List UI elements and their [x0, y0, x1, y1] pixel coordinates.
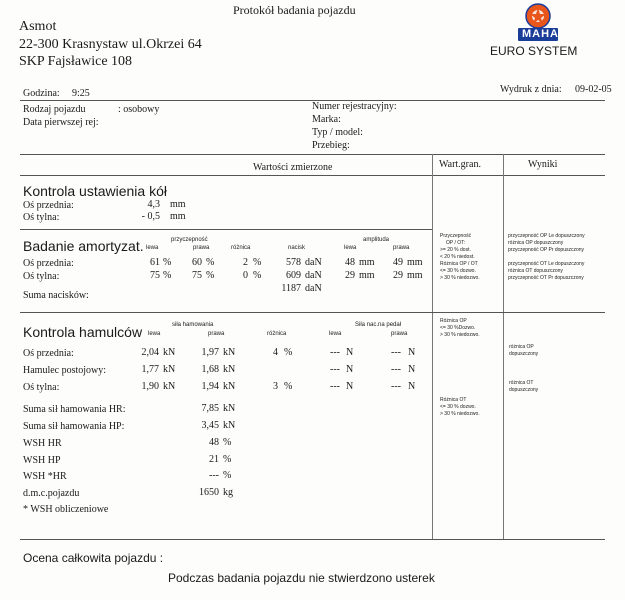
- sum-hr-label: Suma sił hamowania HR:: [23, 404, 126, 415]
- brake-hdr-left2: lewa: [329, 331, 342, 337]
- susp-hdr-pressure: nacisk: [288, 245, 306, 251]
- susp-limits-block: [440, 233, 480, 282]
- susp-sum-unit: daN: [305, 283, 322, 294]
- brake-row-diff: 4: [273, 347, 278, 358]
- vehicle-type-value: : osobowy: [118, 104, 160, 115]
- print-date-value: 09-02-05: [575, 84, 612, 95]
- header-line-top: [20, 154, 605, 155]
- susp-front-diff-unit: %: [253, 257, 262, 268]
- overall-result: Podczas badania pojazdu nie stwierdzono usterek: [168, 571, 435, 585]
- susp-front-right: 60: [192, 257, 202, 268]
- susp-rear-label: Oś tylna:: [23, 271, 60, 282]
- brake-limits-rear: [440, 397, 480, 419]
- alignment-rear-label: Oś tylna:: [23, 212, 60, 223]
- brake-hdr-pedal: Siła nac.na pedał: [355, 322, 402, 328]
- brake-row-pedal-left: ---: [330, 364, 340, 375]
- susp-hdr-right: prawa: [193, 245, 210, 251]
- brake-result-front: [509, 344, 538, 358]
- susp-front-amp-right-unit: mm: [407, 257, 423, 268]
- susp-rear-left: 75: [150, 270, 160, 281]
- brake-row-pedal-right: ---: [391, 364, 401, 375]
- maha-logo: [510, 2, 570, 44]
- susp-rear-right-unit: %: [206, 270, 215, 281]
- susp-rear-amp-right-unit: mm: [407, 270, 423, 281]
- susp-limit-line: >= 20 % dost.: [440, 247, 471, 253]
- vehicle-type-label: Rodzaj pojazdu: [23, 104, 86, 115]
- brake-row-diff-unit: %: [284, 381, 293, 392]
- brake-row-pedal-right: ---: [391, 381, 401, 392]
- brake-row-right: 1,97: [201, 347, 219, 358]
- susp-rear-amp-right: 29: [393, 270, 403, 281]
- susp-result-line: różnica OP dopuszczony: [508, 240, 564, 246]
- susp-result-line: przyczepność OT Le dopuszczony: [508, 261, 585, 267]
- susp-sum-value: 1187: [281, 283, 301, 294]
- brake-row-pedal-left-unit: N: [346, 381, 354, 392]
- alignment-front-unit: mm: [170, 199, 186, 210]
- wsh-hp-unit: %: [223, 454, 232, 465]
- susp-hdr-left2: lewa: [344, 245, 357, 251]
- susp-result-line: przyczepność OT Pr dopuszczony: [508, 275, 584, 281]
- overall-label: Ocena całkowita pojazdu :: [23, 551, 164, 565]
- logo-text: MAHA: [522, 28, 559, 40]
- alignment-title: Kontrola ustawienia kół: [23, 183, 167, 199]
- alignment-front-value: 4,3: [147, 199, 160, 210]
- brake-row-left: 1,77: [141, 364, 159, 375]
- col-separator-2: [503, 154, 504, 539]
- first-registration-label: Data pierwszej rej:: [23, 117, 99, 128]
- susp-hdr-diff: różnica: [231, 245, 251, 251]
- brake-row-left: 1,90: [141, 381, 159, 392]
- brake-row-pedal-left-unit: N: [346, 364, 354, 375]
- registration-number-label: Numer rejestracyjny:: [312, 101, 397, 112]
- brake-limit-line: Różnica OP: [440, 318, 467, 324]
- company-address: 22-300 Krasnystaw ul.Okrzei 64: [19, 37, 202, 52]
- wsh-hr-unit: %: [223, 437, 232, 448]
- brakes-title: Kontrola hamulców: [23, 324, 143, 340]
- brake-row-right-unit: kN: [223, 381, 236, 392]
- susp-rear-right: 75: [192, 270, 202, 281]
- susp-front-pressure-unit: daN: [305, 257, 322, 268]
- divider-suspension: [20, 312, 605, 313]
- brake-row-diff: 3: [273, 381, 278, 392]
- susp-front-left: 61: [150, 257, 160, 268]
- brake-limit-line: Różnica OT: [440, 397, 467, 403]
- company-name: Asmot: [19, 19, 57, 34]
- brake-row-label: Oś tylna:: [23, 382, 60, 393]
- alignment-front-label: Oś przednia:: [23, 200, 74, 211]
- wsh-hr-label: WSH HR: [23, 438, 62, 449]
- wsh-star-unit: %: [223, 470, 232, 481]
- brake-limit-line: <= 30 % dozwo.: [440, 404, 476, 411]
- susp-rear-pressure: 609: [286, 270, 301, 281]
- susp-limit-line: > 30 % niedozwo.: [440, 275, 480, 281]
- brake-limit-line: <= 30 %Dozwo.: [440, 325, 476, 332]
- dmc-label: d.m.c.pojazdu: [23, 488, 80, 499]
- sum-hr-value: 7,85: [201, 403, 219, 414]
- susp-front-amp-left-unit: mm: [359, 257, 375, 268]
- brake-result-line: dopuszczony: [509, 351, 539, 358]
- brake-hdr-diff: różnica: [267, 331, 287, 337]
- susp-rear-diff-unit: %: [253, 270, 262, 281]
- susp-results-block: [508, 233, 585, 282]
- brake-row-left-unit: kN: [163, 347, 176, 358]
- divider-alignment: [20, 229, 432, 230]
- susp-front-diff: 2: [243, 257, 248, 268]
- susp-rear-pressure-unit: daN: [305, 270, 322, 281]
- brake-result-line: różnica OT: [509, 380, 534, 386]
- brake-row-right: 1,68: [201, 364, 219, 375]
- brake-result-rear: [509, 380, 538, 394]
- brake-hdr-force: siła hamowania: [172, 322, 214, 328]
- susp-rear-amp-left: 29: [345, 270, 355, 281]
- brake-row-pedal-left: ---: [330, 347, 340, 358]
- brake-hdr-right: prawa: [208, 331, 225, 337]
- susp-limit-line: OP / OT:: [446, 240, 466, 246]
- brake-row-right-unit: kN: [223, 364, 236, 375]
- make-label: Marka:: [312, 114, 341, 125]
- brake-row-pedal-right: ---: [391, 347, 401, 358]
- brake-limits-front: [440, 318, 480, 340]
- susp-result-line: przyczepność OP Le dopuszczony: [508, 233, 585, 239]
- susp-limit-line: Różnica OP / OT: [440, 261, 478, 267]
- susp-rear-diff: 0: [243, 270, 248, 281]
- wsh-hp-value: 21: [209, 454, 219, 465]
- brake-row-right: 1,94: [201, 381, 219, 392]
- brake-limit-line: > 30 % niedozwo.: [440, 332, 480, 339]
- brake-row-pedal-left-unit: N: [346, 347, 354, 358]
- wsh-hr-value: 48: [209, 437, 219, 448]
- brake-row-left: 2,04: [141, 347, 159, 358]
- susp-front-right-unit: %: [206, 257, 215, 268]
- susp-front-label: Oś przednia:: [23, 258, 74, 269]
- brake-row-right-unit: kN: [223, 347, 236, 358]
- brake-row-pedal-right-unit: N: [408, 381, 416, 392]
- susp-sum-label: Suma nacisków:: [23, 290, 89, 301]
- station-name: SKP Fajsławice 108: [19, 54, 133, 69]
- brake-row-label: Hamulec postojowy:: [23, 365, 107, 376]
- sum-hp-unit: kN: [223, 420, 236, 431]
- col-limit-values: Wart.gran.: [439, 159, 481, 170]
- dmc-value: 1650: [199, 487, 219, 498]
- susp-hdr-amplitude: amplituda: [363, 237, 390, 243]
- brake-row-pedal-left: ---: [330, 381, 340, 392]
- wsh-footnote: * WSH obliczeniowe: [23, 504, 109, 515]
- alignment-rear-unit: mm: [170, 211, 186, 222]
- susp-front-amp-left: 48: [345, 257, 355, 268]
- col-separator-1: [432, 154, 433, 539]
- wsh-star-value: ---: [209, 470, 219, 481]
- brake-row-left-unit: kN: [163, 381, 176, 392]
- susp-limit-line: < 20 % niedost.: [440, 254, 475, 260]
- brake-result-line: dopuszczony: [509, 387, 539, 394]
- mileage-label: Przebieg:: [312, 140, 350, 151]
- brake-result-line: różnica OP: [509, 344, 534, 350]
- susp-result-line: [508, 254, 585, 261]
- model-label: Typ / model:: [312, 127, 363, 138]
- print-date-label: Wydruk z dnia:: [500, 84, 562, 95]
- col-measured-values: Wartości zmierzone: [253, 162, 333, 173]
- alignment-rear-value: - 0,5: [141, 211, 160, 222]
- brake-hdr-right2: prawa: [391, 331, 408, 337]
- susp-front-left-unit: %: [163, 257, 172, 268]
- time-label: Godzina:: [23, 88, 60, 99]
- susp-hdr-adhesion: przyczepność: [171, 237, 208, 243]
- susp-front-amp-right: 49: [393, 257, 403, 268]
- susp-front-pressure: 578: [286, 257, 301, 268]
- susp-hdr-left: lewa: [146, 245, 159, 251]
- brake-limit-line: > 30 % niedozwo.: [440, 411, 480, 418]
- header-line-bottom: [20, 175, 605, 176]
- report-title: Protokół badania pojazdu: [233, 3, 356, 17]
- brake-row-pedal-right-unit: N: [408, 347, 416, 358]
- brake-row-left-unit: kN: [163, 364, 176, 375]
- dmc-unit: kg: [223, 487, 233, 498]
- logo-subtitle: EURO SYSTEM: [490, 44, 578, 58]
- brake-row-diff-unit: %: [284, 347, 293, 358]
- sum-hp-label: Suma sił hamowania HP:: [23, 421, 125, 432]
- susp-rear-amp-left-unit: mm: [359, 270, 375, 281]
- sum-hp-value: 3,45: [201, 420, 219, 431]
- divider-brakes: [20, 539, 605, 540]
- suspension-title: Badanie amortyzat.: [23, 238, 144, 254]
- brake-row-pedal-right-unit: N: [408, 364, 416, 375]
- susp-rear-left-unit: %: [163, 270, 172, 281]
- susp-result-line: różnica OT dopuszczony: [508, 268, 563, 274]
- susp-hdr-right2: prawa: [393, 245, 410, 251]
- brake-row-label: Oś przednia:: [23, 348, 74, 359]
- time-value: 9:25: [72, 88, 90, 99]
- col-results: Wyniki: [528, 159, 558, 170]
- sum-hr-unit: kN: [223, 403, 236, 414]
- susp-limit-line: Przyczepność: [440, 233, 472, 239]
- wsh-star-label: WSH *HR: [23, 471, 67, 482]
- susp-limit-line: <= 30 % dozwo.: [440, 268, 476, 274]
- susp-result-line: przyczepność OP Pr dopuszczony: [508, 247, 585, 253]
- wsh-hp-label: WSH HP: [23, 455, 61, 466]
- brake-hdr-left: lewa: [148, 331, 161, 337]
